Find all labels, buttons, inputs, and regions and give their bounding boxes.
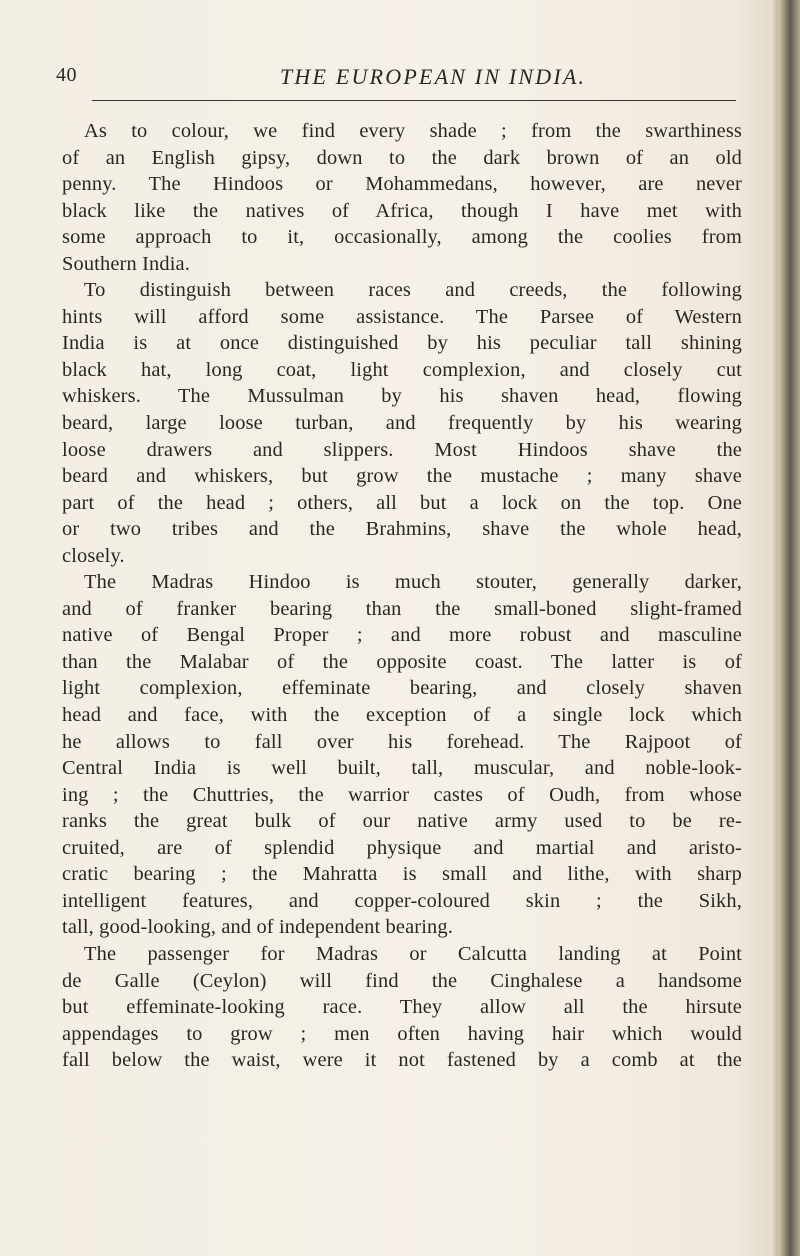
text-line: To distinguish between races and creeds, the following [84,279,742,302]
text-line: The Madras Hindoo is much stouter, generally darker, [84,571,742,594]
text-line: ranks the great bulk of our native army used to be re- [62,810,742,833]
running-title: THE EUROPEAN IN INDIA. [280,64,587,89]
paragraph [62,941,742,1074]
text-line: some approach to it, occasionally, among the coolies from [62,226,742,249]
text-line: The passenger for Madras or Calcutta landing at Point [84,942,742,965]
book-binding-edge [778,0,800,1256]
text-line: Central India is well built, tall, muscular, and noble-look- [62,757,742,780]
text-line: or two tribes and the Brahmins, shave the whole head, [62,518,742,541]
text-line: cruited, are of splendid physique and martial and aristo- [62,836,742,859]
text-line: native of Bengal Proper ; and more robust and masculine [62,624,742,647]
text-line: part of the head ; others, all but a lock on the top. One [62,491,742,514]
text-line: loose drawers and slippers. Most Hindoos shave the [62,438,742,461]
text-line: hints will afford some assistance. The Parsee of Western [62,305,742,328]
page-header [56,64,756,96]
text-line: he allows to fall over his forehead. The Rajpoot of [62,730,742,753]
text-line: closely. [62,544,125,567]
text-line: beard, large loose turban, and frequently by his wearing [62,412,742,435]
text-line: intelligent features, and copper-coloured skin ; the Sikh, [62,889,742,912]
text-line: black like the natives of Africa, though I have met with [62,199,742,222]
header-rule [92,100,736,101]
page-number: 40 [56,64,77,86]
text-line: of an English gipsy, down to the dark brown of an old [62,146,742,169]
body-text [62,118,742,1074]
text-line: de Galle (Ceylon) will find the Cinghalese a handsome [62,969,742,992]
text-line: head and face, with the exception of a single lock which [62,704,742,727]
text-line: cratic bearing ; the Mahratta is small and lithe, with sharp [62,863,742,886]
text-line: beard and whiskers, but grow the mustache ; many shave [62,465,742,488]
text-line: penny. The Hindoos or Mohammedans, however, are never [62,173,742,196]
text-line: tall, good-looking, and of independent bearing. [62,916,453,939]
text-line: light complexion, effeminate bearing, and closely shaven [62,677,742,700]
paragraph [62,118,742,277]
text-line: As to colour, we find every shade ; from the swarthiness [84,120,742,142]
text-line: but effeminate-looking race. They allow all the hirsute [62,996,742,1019]
paragraph [62,569,742,941]
text-line: India is at once distinguished by his peculiar tall shining [62,332,742,355]
text-line: than the Malabar of the opposite coast. The latter is of [62,650,742,673]
text-line: whiskers. The Mussulman by his shaven head, flowing [62,385,742,408]
text-line: fall below the waist, were it not fastened by a comb at the [62,1049,742,1072]
text-line: black hat, long coat, light complexion, and closely cut [62,358,742,381]
text-line: Southern India. [62,252,190,275]
text-line: ing ; the Chuttries, the warrior castes of Oudh, from whose [62,783,742,806]
text-line: and of franker bearing than the small-boned slight-framed [62,597,742,620]
text-line: appendages to grow ; men often having hair which would [62,1022,742,1045]
paragraph [62,277,742,569]
